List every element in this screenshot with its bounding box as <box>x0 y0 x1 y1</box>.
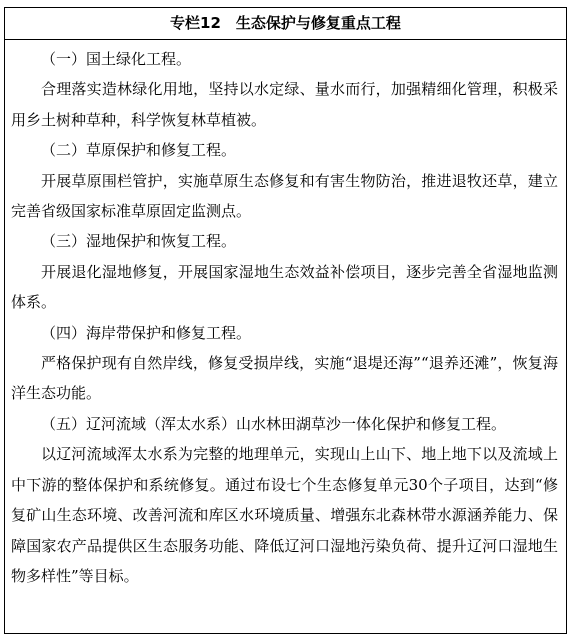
column-box <box>4 7 567 634</box>
column-title: 专栏12 生态保护与修复重点工程 <box>5 8 566 40</box>
item-text-1: 合理落实造林绿化用地，坚持以水定绿、量水而行，加强精细化管理，积极采用乡土树种草种，科学恢复林草植被。 <box>11 80 558 129</box>
item-text-5: 以辽河流域浑太水系为完整的地理单元，实现山上山下、地上地下以及流域上中下游的整体保护和系统修复。通过布设七个生态修复单元30个子项目，达到“修复矿山生态环境、改善河流和库区水环境质量、增强东北森林带水源涵养能力、保障国家农产品提供区生态服务功能、降低辽河口湿地污染负荷、提升辽河口湿地生物多样性”等目标。 <box>11 445 558 585</box>
item-heading-5: （五）辽河流域（浑太水系）山水林田湖草沙一体化保护和修复工程。 <box>41 414 507 433</box>
column-body <box>5 40 566 591</box>
item-heading-1: （一）国土绿化工程。 <box>41 50 192 68</box>
item-text-2: 开展草原围栏管护，实施草原生态修复和有害生物防治，推进退牧还草，建立完善省级国家标准草原固定监测点。 <box>11 171 558 221</box>
item-text-4: 严格保护现有自然岸线，修复受损岸线，实施“退堤还海”“退养还滩”，恢复海洋生态功能。 <box>11 354 558 403</box>
item-text-3: 开展退化湿地修复，开展国家湿地生态效益补偿项目，逐步完善全省湿地监测体系。 <box>11 262 558 312</box>
item-heading-3: （三）湿地保护和恢复工程。 <box>41 232 237 251</box>
item-heading-2: （二）草原保护和修复工程。 <box>41 141 237 160</box>
item-heading-4: （四）海岸带保护和修复工程。 <box>41 323 252 342</box>
